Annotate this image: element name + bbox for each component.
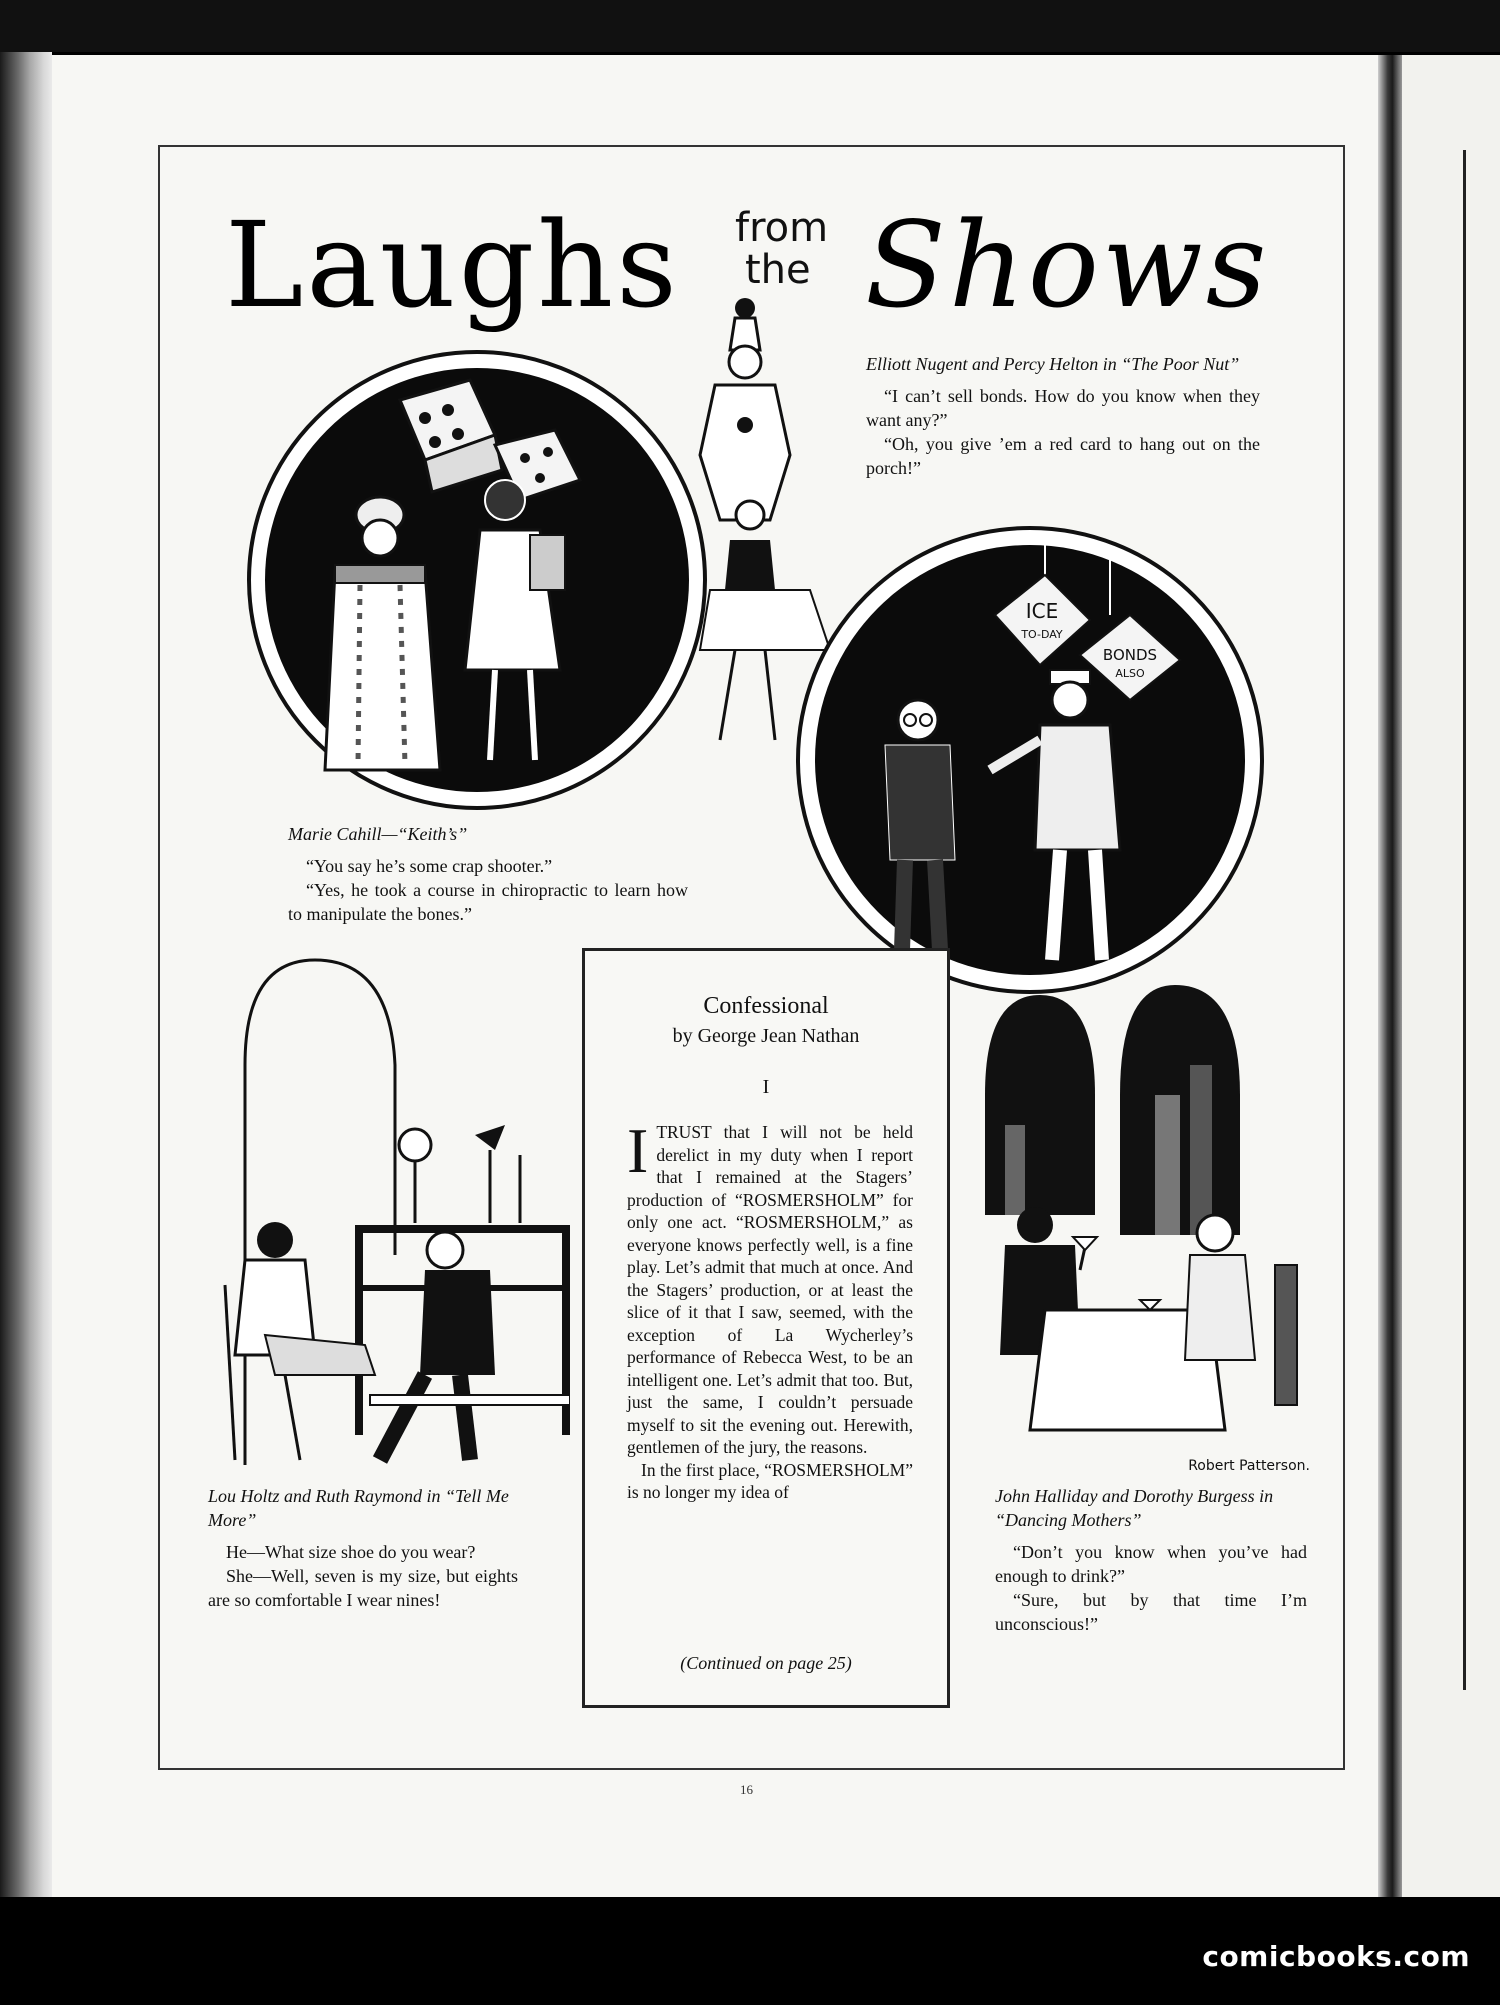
caption-line: “Don’t you know when you’ve had enough to drink?”: [995, 1542, 1307, 1586]
watermark: comicbooks.com: [1202, 1940, 1470, 1973]
caption-line: “I can’t sell bonds. How do you know when they want any?”: [866, 386, 1260, 430]
continued-note: (Continued on page 25): [680, 1653, 852, 1673]
title-word-shows: Shows: [865, 196, 1270, 334]
confessional-author: by George Jean Nathan: [672, 1025, 860, 1047]
caption-line: “Sure, but by that time I’m unconscious!”: [995, 1590, 1307, 1634]
caption-line: “Oh, you give ’em a red card to hang out on the porch!”: [866, 434, 1260, 478]
window-arches: [985, 985, 1240, 1235]
caption-marie-cahill: [288, 822, 688, 926]
caption-poor-nut: [866, 352, 1260, 480]
seated-woman-figure: [225, 1222, 375, 1460]
section-numeral: I: [762, 1076, 770, 1098]
caption-credit: Lou Holtz and Ruth Raymond in “Tell Me More”: [208, 1486, 509, 1530]
illustration-dice-circle: [240, 340, 715, 820]
title-word-the: the: [745, 247, 811, 293]
next-page-rule: [1463, 150, 1466, 1690]
scan-top-border: [0, 0, 1500, 52]
caption-line: He—What size shoe do you wear?: [226, 1542, 476, 1562]
title-word-from: from: [735, 205, 829, 251]
body-paragraph: In the first place, “ROSMERSHOLM” is no longer my idea of: [627, 1459, 913, 1502]
book-gutter: [1378, 55, 1402, 1897]
caption-credit: John Halliday and Dorothy Burgess in “Dancing Mothers”: [995, 1486, 1274, 1530]
confessional-box: [582, 948, 950, 1708]
body-paragraph: TRUST that I will not be held derelict in my duty when I report that I remained at the Stagers’ production of “ROSMERSHOLM” for only one act. “ROSMERSHOLM,” as everyone knows perfectly well, is a fine play. Let’s admit that much at once. And the Stagers’ production, or at least the slice of it that I saw, seemed, with the exception of La Wycherley’s performance of Rebecca West, to be an intelligent one. Let’s admit that too. But, just the same, I couldn’t persuade myself to sit the evening out. Herewith, gentlemen of the jury, the reasons.: [627, 1122, 913, 1457]
caption-line: She—Well, seven is my size, but eights are so comfortable I wear nines!: [208, 1566, 518, 1610]
caption-dancing-mothers: [995, 1484, 1307, 1636]
next-page-edge: [1402, 55, 1500, 1897]
shoe-clerk-figure: [370, 1232, 570, 1460]
caption-credit: Marie Cahill—“Keith’s”: [288, 824, 468, 844]
sign-text-today: TO-DAY: [1021, 628, 1063, 641]
sign-text-also: ALSO: [1115, 667, 1145, 680]
sign-text-bonds: BONDS: [1102, 646, 1158, 664]
book-spine-left: [0, 52, 52, 1902]
caption-credit: Elliott Nugent and Percy Helton in “The Poor Nut”: [866, 354, 1240, 374]
illustration-shoe-store: [205, 955, 570, 1470]
caption-line: “Yes, he took a course in chiropractic to learn how to manipulate the bones.”: [288, 880, 688, 924]
title-word-laughs: Laughs: [225, 196, 680, 334]
confessional-body: [627, 1115, 913, 1504]
confessional-title: Confessional: [703, 993, 829, 1019]
sign-text-ice: ICE: [1025, 599, 1059, 623]
artist-signature: Robert Patterson.: [1188, 1458, 1310, 1474]
caption-line: “You say he’s some crap shooter.”: [306, 856, 553, 876]
drop-cap: I: [627, 1115, 649, 1186]
page-number: 16: [740, 1782, 753, 1797]
illustration-ice-circle: [790, 520, 1270, 1000]
illustration-dancing-mothers: [975, 975, 1320, 1475]
caption-tell-me-more: [208, 1484, 518, 1612]
